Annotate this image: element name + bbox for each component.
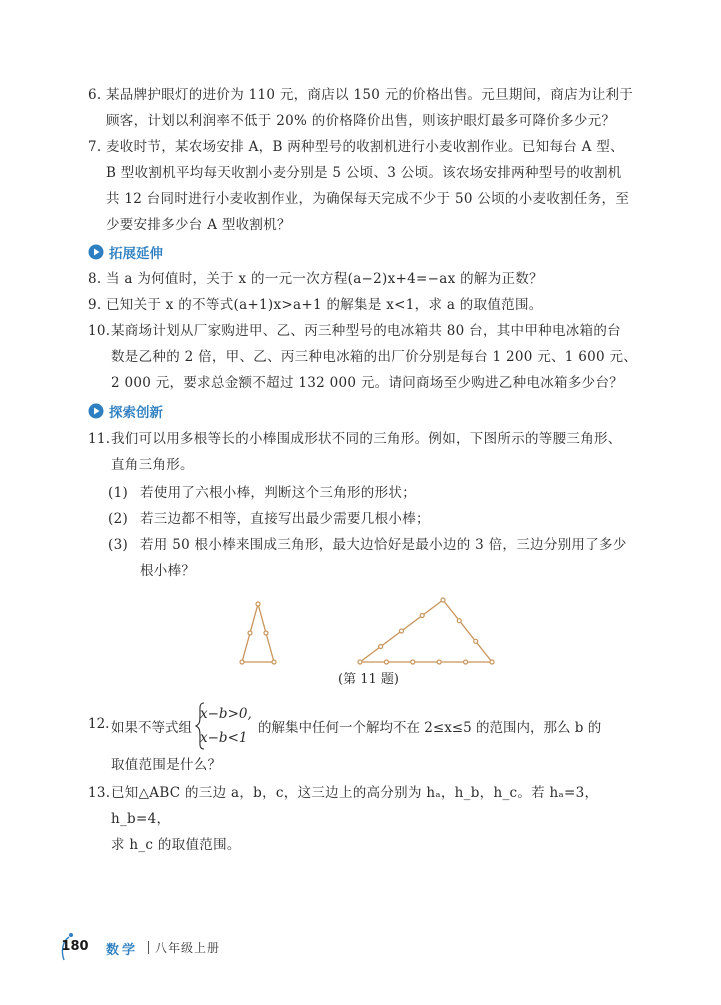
problem-number: 11. [88, 431, 111, 447]
sub-question-text: 若三边都不相等，直接写出最少需要几根小棒； [140, 511, 430, 527]
section-heading-extend [88, 242, 163, 262]
problem-number: 7. [88, 139, 102, 155]
section-heading-explore [88, 401, 163, 421]
page-footer [60, 930, 320, 960]
sub-question-label: (3) [108, 537, 129, 553]
problem-line: 数是乙种的 2 倍，甲、乙、丙三种电冰箱的出厂价分别是每台 1 200 元、1 600 元、 [111, 349, 638, 365]
problem-12 [88, 702, 648, 750]
right-triangle-joints [358, 598, 494, 664]
inequality-2: x−b<1 [200, 730, 248, 746]
problem-line: 取值范围是什么？ [111, 757, 222, 773]
problem-11 [88, 426, 648, 478]
problem-number: 6. [88, 87, 102, 103]
problem-line: 某商场计划从厂家购进甲、乙、丙三种型号的电冰箱共 80 台，其中甲种电冰箱的台 [111, 323, 621, 339]
problem-text-post: 的解集中任何一个解均不在 2≤x≤5 的范围内，那么 b 的 [258, 720, 602, 736]
sub-question-text: 若用 50 根小棒来围成三角形，最大边恰好是最小边的 3 倍，三边分别用了多少 [140, 537, 627, 553]
sub-question-2 [108, 506, 648, 532]
problem-8 [88, 266, 648, 292]
problem-9 [88, 292, 648, 318]
problem-line: 2 000 元，要求总金额不超过 132 000 元。请问商场至少购进乙种电冰箱多少台？ [111, 375, 624, 391]
problem-12-continued [88, 752, 648, 778]
problem-line: 求 h_c 的取值范围。 [111, 837, 241, 853]
isosceles-triangle [242, 604, 274, 662]
problem-line: 某品牌护眼灯的进价为 110 元，商店以 150 元的价格出售。元旦期间，商店为让利于 [106, 87, 634, 103]
subject-label: 数学 [106, 943, 139, 958]
footer-divider [148, 941, 149, 954]
problem-number: 13. [88, 785, 111, 801]
right-triangle [360, 600, 492, 662]
problem-line: 当 a 为何值时，关于 x 的一元一次方程(a−2)x+4=−ax 的解为正数？ [106, 271, 543, 287]
sub-question-label: (2) [108, 511, 129, 527]
inequality-1: x−b>0, [200, 706, 252, 722]
problem-line: 已知关于 x 的不等式(a+1)x>a+1 的解集是 x<1，求 a 的取值范围。 [106, 297, 543, 313]
problem-line: 共 12 台同时进行小麦收割作业，为确保每天完成不少于 50 公顷的小麦收割任务，至 [106, 191, 630, 207]
problem-line: 已知△ABC 的三边 a，b，c，这三边上的高分别为 hₐ，h_b，h_c。若 hₐ=3，h_b=4， [111, 785, 599, 827]
problem-line: 我们可以用多根等长的小棒围成形状不同的三角形。例如，下图所示的等腰三角形、 [111, 431, 622, 447]
problem-line: 麦收时节，某农场安排 A，B 两种型号的收割机进行小麦收割作业。已知每台 A 型、 [106, 139, 624, 155]
problem-10 [88, 318, 648, 396]
problem-6 [88, 82, 648, 134]
play-circle-icon [88, 403, 104, 419]
section-title: 拓展延伸 [109, 246, 163, 262]
problem-7 [88, 134, 648, 238]
problem-number: 12. [88, 716, 110, 732]
problem-number: 9. [88, 297, 102, 313]
play-circle-icon [88, 244, 104, 260]
problem-number: 8. [88, 271, 102, 287]
figure-caption: (第 11 题) [338, 672, 399, 687]
grade-label: 八年级上册 [155, 941, 221, 955]
problem-number: 10. [88, 323, 111, 339]
sub-question-text: 若使用了六根小棒，判断这个三角形的形状； [140, 485, 416, 501]
isosceles-triangle-joints [240, 602, 276, 664]
problem-line: B 型收割机平均每天收割小麦分别是 5 公顷、3 公顷。该农场安排两种型号的收割机 [106, 165, 622, 181]
triangles-figure [230, 596, 510, 666]
page-number: 180 [61, 939, 89, 954]
sub-question-text: 根小棒？ [140, 563, 196, 579]
sub-question-label: (1) [108, 485, 129, 501]
sub-question-3 [108, 532, 648, 584]
problem-line: 少要安排多少台 A 型收割机？ [106, 217, 291, 233]
problem-text-pre: 如果不等式组 [111, 720, 192, 736]
problem-line: 顾客，计划以利润率不低于 20% 的价格降价出售，则该护眼灯最多可降价多少元？ [106, 113, 616, 129]
section-title: 探索创新 [109, 405, 163, 421]
sub-question-1 [108, 480, 648, 506]
problem-13 [88, 780, 648, 858]
problem-line: 直角三角形。 [111, 457, 194, 473]
